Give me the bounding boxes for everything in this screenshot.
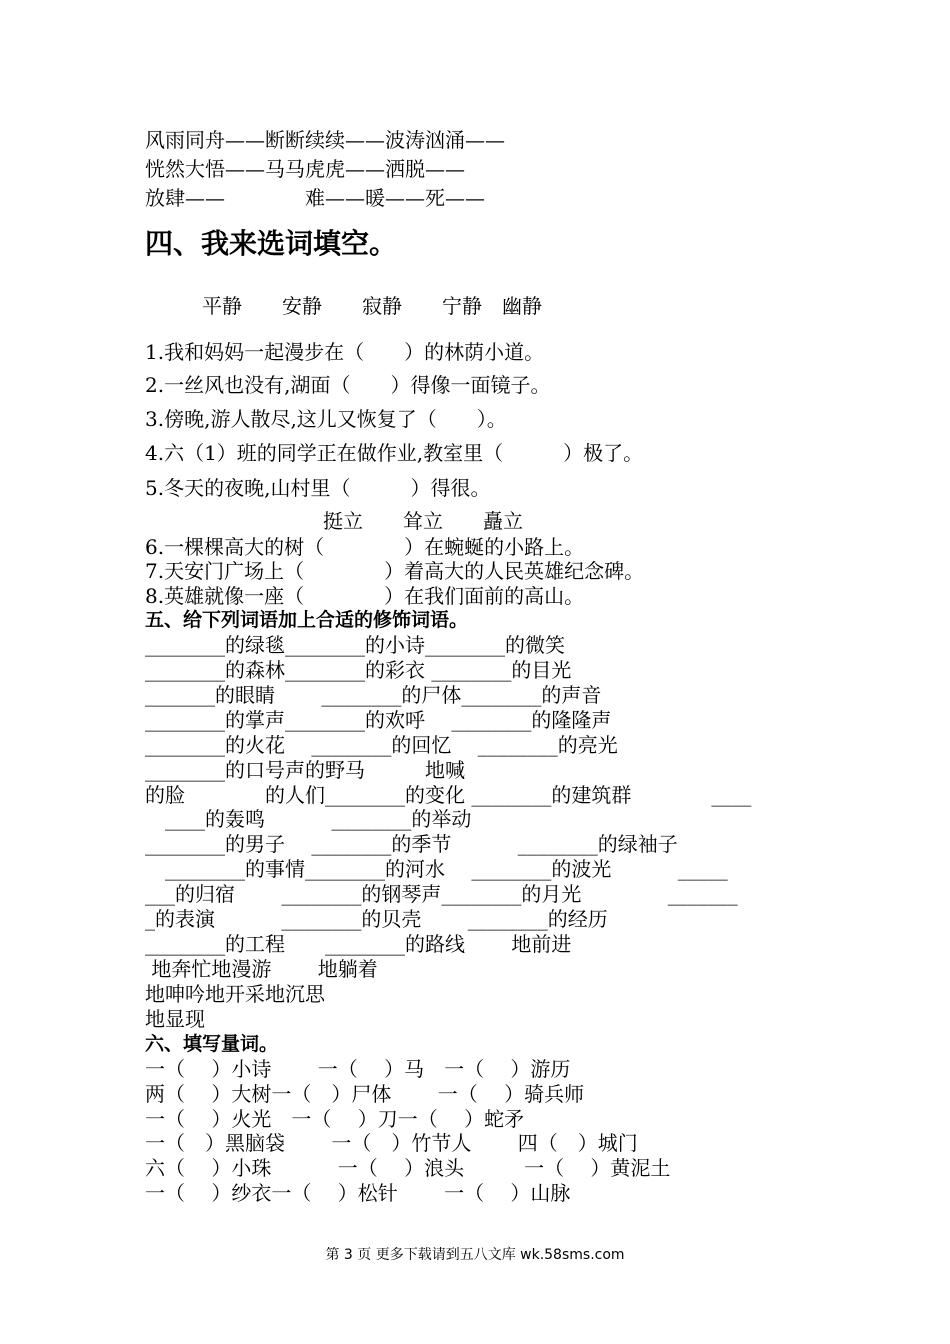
section-5-line-3: _______的眼睛 ________的尸体________的声音 [145, 683, 602, 707]
section-6-line-3: 一（ ）火光 一（ ）刀一（ ）蛇矛 [145, 1107, 525, 1131]
section-6-line-1: 一（ ）小诗 一（ ）马 一（ ）游历 [145, 1057, 571, 1081]
section-5-line-15: 地呻吟地开采地沉思 [145, 982, 325, 1006]
section-5-line-13: ________的工程 ________的路线 地前进 [145, 932, 572, 956]
section-4-choices-b: 挺立 耸立 矗立 [323, 509, 523, 533]
top-line-1: 风雨同舟——断断续续——波涛汹涌—— [145, 128, 505, 152]
section-5-line-16: 地显现 [145, 1007, 205, 1031]
section-4-item-4: 4.六（1）班的同学正在做作业,教室里（ ）极了。 [145, 441, 644, 465]
section-5-title: 五、给下列词语加上合适的修饰词语。 [145, 609, 469, 631]
section-5-line-8: ____的轰鸣 ________的举动 [145, 807, 472, 831]
section-5-line-5: ________的火花 ________的回忆 ________的亮光 [145, 733, 618, 757]
section-4-item-8: 8.英雄就像一座（ ）在我们面前的高山。 [145, 584, 585, 608]
section-6-title: 六、填写量词。 [145, 1033, 279, 1055]
section-6-line-4: 一（ ）黑脑袋 一（ ）竹节人 四（ ）城门 [145, 1131, 638, 1155]
section-6-line-6: 一（ ）纱衣一（ ）松针 一（ ）山脉 [145, 1181, 571, 1205]
section-5-line-9: ________的男子 ________的季节 ________的绿袖子 [145, 832, 678, 856]
section-5-line-10: ________的事情________的河水 ________的波光 _____ [145, 857, 728, 881]
section-5-line-6: ________的口号声的野马 地喊 [145, 758, 465, 782]
page-footer: 第 3 页 更多下载请到五八文库 wk.58sms.com [325, 1247, 625, 1263]
section-4-item-2: 2.一丝风也没有,湖面（ ）得像一面镜子。 [145, 373, 551, 397]
section-5-line-1: ________的绿毯________的小诗________的微笑 [145, 633, 565, 657]
section-5-line-12: _的表演 ________的贝壳 ________的经历 [145, 907, 608, 931]
section-4-item-5: 5.冬天的夜晚,山村里（ ）得很。 [145, 476, 491, 500]
section-5-line-14: 地奔忙地漫游 地躺着 [145, 957, 378, 981]
top-line-3: 放肆—— 难——暖——死—— [145, 186, 485, 210]
section-5-line-11: ___的归宿 ________的钢琴声________的月光 _______ [145, 882, 738, 906]
section-5-line-2: ________的森林________的彩衣 ________的目光 [145, 658, 572, 682]
section-4-item-1: 1.我和妈妈一起漫步在（ ）的林荫小道。 [145, 340, 545, 364]
section-4-item-3: 3.傍晚,游人散尽,这儿又恢复了（ ）。 [145, 407, 507, 431]
section-5-line-7: 的脸 的人们________的变化 ________的建筑群 ____ [145, 783, 752, 807]
section-4-item-6: 6.一棵棵高大的树（ ）在蜿蜒的小路上。 [145, 535, 585, 559]
top-line-2: 恍然大悟——马马虎虎——洒脱—— [145, 157, 465, 181]
section-4-choices-a: 平静 安静 寂静 宁静 幽静 [202, 294, 542, 318]
section-5-line-4: ________的掌声________的欢呼 ________的隆隆声 [145, 708, 612, 732]
section-6-line-5: 六（ ）小珠 一（ ）浪头 一（ ）黄泥土 [145, 1156, 671, 1180]
section-4-item-7: 7.天安门广场上（ ）着高大的人民英雄纪念碑。 [145, 559, 645, 583]
section-4-title: 四、我来选词填空。 [145, 227, 398, 260]
section-6-line-2: 两（ ）大树一（ ）尸体 一（ ）骑兵师 [145, 1082, 585, 1106]
